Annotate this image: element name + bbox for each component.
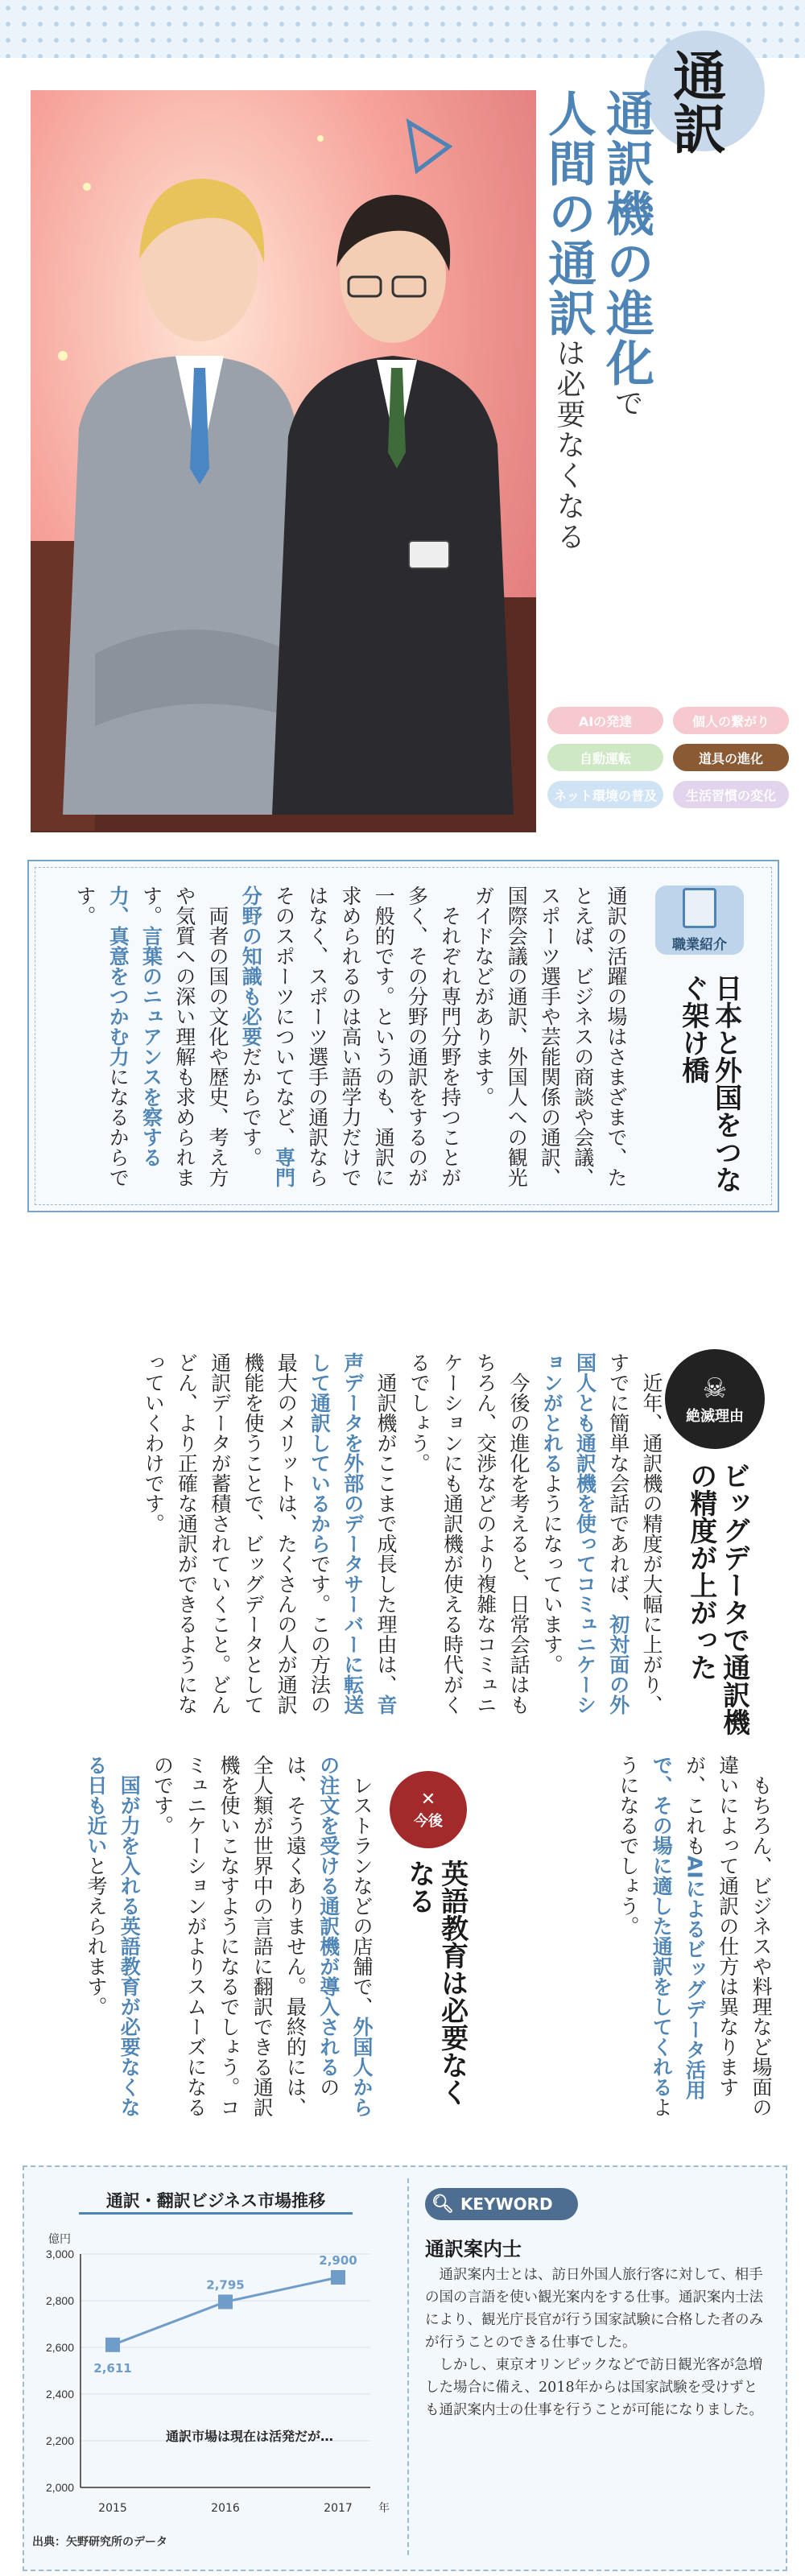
- clipboard-icon: [683, 888, 716, 928]
- y-tick-label: 2,400: [45, 2388, 74, 2401]
- extinction-badge: ☠ 絶滅理由: [665, 1349, 765, 1449]
- tag-internet: ネット環境の普及: [547, 781, 663, 808]
- data-point: [331, 2270, 345, 2285]
- two-men-illustration: [31, 90, 536, 832]
- tag-autodrive: 自動運転: [547, 744, 663, 771]
- extinction-heading: ビッグデータで通訳機の精度が上がった: [684, 1462, 750, 1736]
- x-tick-label: 2016: [211, 2502, 240, 2515]
- tag-lifestyle: 生活習慣の変化: [673, 781, 789, 808]
- data-label: 2,795: [206, 2277, 245, 2293]
- y-tick-label: 2,200: [45, 2434, 74, 2447]
- x-tick-label: 2015: [98, 2502, 127, 2515]
- data-point: [105, 2338, 120, 2352]
- page-title: 通訳機の進化で 人間の通訳は必要なくなる: [540, 89, 654, 552]
- future-body: レストランなどの店舗で、外国人からの注文を受ける通訳機が導入されるのは、そう遠くありません。最終的には、全人類が世界中の言語に翻訳できる通訳機を使いこなすようになるでしょう。コミュニケーションがよりスムーズになるのです。 国が力を入れる英語教育が必要なくなる日も近いと考えられます。: [85, 1755, 374, 2117]
- keyword-badge: 🔍︎ KEYWORD: [425, 2188, 578, 2220]
- x-tick-label: 2017: [324, 2502, 353, 2515]
- cross-arrows-icon: ✕: [420, 1789, 436, 1810]
- panel-divider: [407, 2178, 409, 2555]
- tag-grid: [547, 707, 789, 808]
- y-tick-label: 3,000: [45, 2248, 74, 2260]
- hero-illustration: [31, 90, 536, 832]
- job-intro-icon: 職業紹介: [655, 886, 744, 955]
- keyword-body: 通訳案内士とは、訪日外国人旅行客に対して、相手の国の言語を使い観光案内をする仕事。通訳案内士法により、観光庁長官が行う国家試験に合格した者のみが行うことのできる仕事でした。 しかし、東京オリンピックなどで訪日観光客が急増した場合に備え、2018年からは国家試験を受けずとも通訳案内士の仕事を行うことが可能になりました。: [425, 2267, 763, 2418]
- data-label: 2,611: [93, 2360, 132, 2376]
- y-unit-label: 億円: [48, 2233, 71, 2246]
- chart-title: 通訳・翻訳ビジネス市場推移: [79, 2188, 353, 2215]
- category-title: 通訳: [663, 48, 726, 155]
- tag-connection: 個人の繋がり: [673, 707, 789, 734]
- magnifier-icon: 🔍︎: [431, 2194, 454, 2215]
- chart-annotation: 通訳市場は現在は活発だが…: [165, 2429, 334, 2444]
- data-label: 2,900: [319, 2253, 357, 2268]
- y-tick-label: 2,600: [45, 2341, 74, 2354]
- tag-ai: AIの発達: [547, 707, 663, 734]
- chart-source: 出典：矢野研究所のデータ: [32, 2536, 167, 2549]
- y-tick-label: 2,800: [45, 2294, 74, 2307]
- tag-tools: 道具の進化: [673, 744, 789, 771]
- skull-icon: ☠: [702, 1373, 728, 1405]
- future-heading: 英語教育は必要なくなる: [402, 1860, 469, 2106]
- y-tick-label: 2,000: [45, 2481, 74, 2494]
- market-chart: [32, 2222, 402, 2560]
- extinction-body-upper: 近年、通訳機の精度が大幅に上がり、すでに簡単な会話であれば、初対面の外国人とも通訳機を使ってコミュニケーションがとれるようになっています。 今後の進化を考えると、日常会話はもちろん、交渉などのより複雑なコミュニケーションにも通訳機が使える時代がくるでしょう。 通訳機がここまで成長した理由は、音声データを外部のデータサーバーに転送して通訳しているからです。この方法の最大のメリットは、たくさんの人が通訳機能を使うことで、ビッグデータとして通訳データが蓄積されていくこと。どんどん、より正確な通訳ができるようになっていくわけです。: [142, 1352, 663, 1715]
- x-unit-label: 年: [378, 2502, 390, 2515]
- future-badge: ✕ 今後: [390, 1771, 467, 1848]
- job-intro-heading: 日本と外国をつなぐ架け橋: [676, 974, 742, 1193]
- keyword-title: 通訳案内士: [425, 2238, 522, 2260]
- extinction-body-lower: もちろん、ビジネスや料理など場面の違いによって通訳の仕方は異なりますが、これもAIによるビッグデータ活用で、その場に適した通訳をしてくれるようになるでしょう。: [617, 1755, 773, 2117]
- data-point: [218, 2294, 233, 2309]
- job-intro-body: 通訳の活躍の場はさまざまで、たとえば、ビジネスの商談や会議、スポーツ選手や芸能関係の通訳、国際会議の通訳、外国人への観光ガイドなどがあります。 それぞれ専門分野を持つことが多く、その分野の通訳をするのが一般的です。というのも、通訳に求められるのは高い語学力だけではなく、スポーツ選手の通訳ならそのスポーツについてなど、専門分野の知識も必要だからです。 両者の国の文化や歴史、考え方や気質への深い理解も求められます。言葉のニュアンスを察する力、真意をつかむ力になるからです。: [73, 886, 628, 1187]
